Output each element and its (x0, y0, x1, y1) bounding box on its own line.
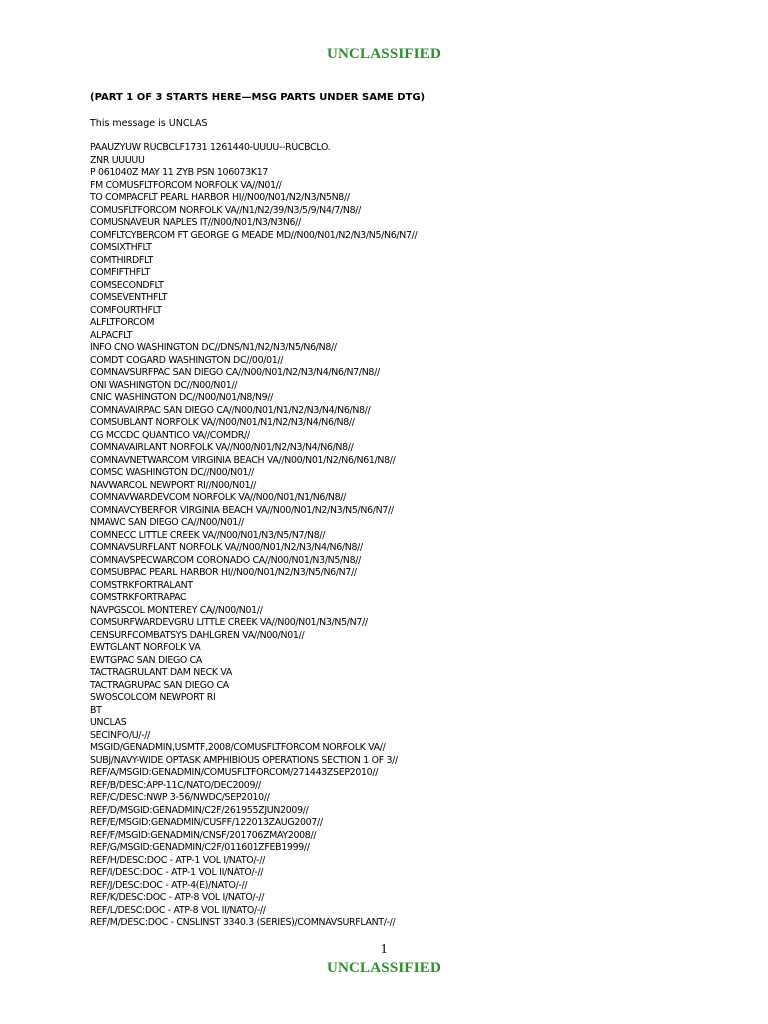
message-line: REF/L/DESC:DOC - ATP-8 VOL II/NATO/-// (90, 904, 266, 916)
message-line: COMNAVSURFLANT NORFOLK VA//N00/N01/N2/N3/N4/N6/N8// (90, 542, 363, 553)
message-line: MSGID/GENADMIN,USMTF,2008/COMUSFLTFORCOM NORFOLK VA// (90, 742, 386, 753)
message-classification-statement: This message is UNCLAS (90, 118, 208, 129)
message-line: CNIC WASHINGTON DC//N00/N01/N8/N9// (90, 392, 274, 403)
message-line: COMSURFWARDEVGRU LITTLE CREEK VA//N00/N01/N3/N5/N7// (90, 617, 368, 628)
message-line: COMSECONDFLT (90, 279, 164, 291)
message-line: NAVWARCOL NEWPORT RI//N00/N01// (90, 479, 257, 491)
message-line: COMSEVENTHFLT (90, 292, 168, 303)
message-line: COMSUBPAC PEARL HARBOR HI//N00/N01/N2/N3/N5/N6/N7// (90, 567, 357, 578)
part-heading: (PART 1 OF 3 STARTS HERE—MSG PARTS UNDER SAME DTG) (90, 92, 426, 103)
message-line: SWOSCOLCOM NEWPORT RI (90, 692, 216, 703)
message-line: COMUSFLTFORCOM NORFOLK VA//N1/N2/39/N3/5/9/N4/7/N8// (90, 204, 361, 216)
message-line: REF/B/DESC:APP-11C/NATO/DEC2009// (90, 779, 261, 791)
message-line: CENSURFCOMBATSYS DAHLGREN VA//N00/N01// (90, 629, 305, 641)
message-line: COMNAVCYBERFOR VIRGINIA BEACH VA//N00/N01/N2/N3/N5/N6/N7// (90, 504, 394, 516)
message-line: COMFLTCYBERCOM FT GEORGE G MEADE MD//N00/N01/N2/N3/N5/N6/N7// (90, 229, 418, 241)
message-line: SECINFO/U/-// (90, 729, 150, 741)
message-line: ONI WASHINGTON DC//N00/N01// (90, 379, 238, 391)
message-line: COMNAVNETWARCOM VIRGINIA BEACH VA//N00/N01/N2/N6/N61/N8// (90, 454, 396, 466)
message-line: REF/F/MSGID:GENADMIN/CNSF/201706ZMAY2008// (90, 829, 317, 841)
message-line: SUBJ/NAVY-WIDE OPTASK AMPHIBIOUS OPERATIONS SECTION 1 OF 3// (90, 754, 398, 766)
message-line: COMUSNAVEUR NAPLES IT//N00/N01/N3/N3N6// (90, 217, 301, 228)
message-line: COMNAVAIRLANT NORFOLK VA//N00/N01/N2/N3/N4/N6/N8// (90, 442, 354, 453)
message-line: REF/H/DESC:DOC - ATP-1 VOL I/NATO/-// (90, 854, 265, 866)
message-line: ZNR UUUUU (90, 154, 145, 166)
message-line: TACTRAGRUPAC SAN DIEGO CA (90, 679, 229, 691)
message-line: ALPACFLT (90, 329, 133, 341)
message-line: COMSTRKFORTRAPAC (90, 592, 187, 603)
message-line: REF/M/DESC:DOC - CNSLINST 3340.3 (SERIES)/COMNAVSURFLANT/-// (90, 917, 396, 928)
message-line: PAAUZYUW RUCBCLF1731 1261440-UUUU--RUCBCLO. (90, 142, 331, 153)
message-line: REF/E/MSGID:GENADMIN/CUSFF/122013ZAUG2007// (90, 817, 323, 828)
message-line: REF/G/MSGID:GENADMIN/C2F/011601ZFEB1999// (90, 842, 310, 853)
message-line: ALFLTFORCOM (90, 317, 155, 328)
message-body (90, 142, 417, 930)
message-line: EWTGPAC SAN DIEGO CA (90, 654, 203, 666)
message-line: COMDT COGARD WASHINGTON DC//00/01// (90, 354, 284, 366)
message-line: NMAWC SAN DIEGO CA//N00/N01// (90, 517, 244, 528)
message-line: COMTHIRDFLT (90, 254, 154, 266)
message-line: REF/D/MSGID:GENADMIN/C2F/261955ZJUN2009// (90, 804, 309, 816)
message-line: COMSIXTHFLT (90, 242, 152, 253)
classification-marking-bottom: UNCLASSIFIED (326, 960, 442, 976)
message-line: REF/I/DESC:DOC - ATP-1 VOL II/NATO/-// (90, 867, 264, 878)
message-line: FM COMUSFLTFORCOM NORFOLK VA//N01// (90, 179, 282, 191)
message-line: REF/K/DESC:DOC - ATP-8 VOL I/NATO/-// (90, 892, 265, 903)
message-line: UNCLAS (90, 717, 127, 728)
message-line: COMFOURTHFLT (90, 304, 162, 316)
message-line: COMFIFTHFLT (90, 267, 150, 278)
message-line: INFO CNO WASHINGTON DC//DNS/N1/N2/N3/N5/N6/N8// (90, 342, 337, 353)
message-line: EWTGLANT NORFOLK VA (90, 642, 201, 653)
message-line: COMNAVSURFPAC SAN DIEGO CA//N00/N01/N2/N3/N4/N6/N7/N8// (90, 367, 380, 378)
message-line: COMSTRKFORTRALANT (90, 579, 193, 591)
message-line: REF/A/MSGID:GENADMIN/COMUSFLTFORCOM/271443ZSEP2010// (90, 767, 379, 778)
message-line: TACTRAGRULANT DAM NECK VA (90, 667, 232, 678)
message-line: COMSUBLANT NORFOLK VA//N00/N01/N1/N2/N3/N4/N6/N8// (90, 417, 355, 428)
message-line: CG MCCDC QUANTICO VA//COMDR// (90, 429, 250, 441)
message-line: BT (90, 704, 102, 716)
message-line: NAVPGSCOL MONTEREY CA//N00/N01// (90, 604, 263, 616)
message-line: REF/C/DESC:NWP 3-56/NWDC/SEP2010// (90, 792, 270, 803)
message-line: COMNAVAIRPAC SAN DIEGO CA//N00/N01/N1/N2/N3/N4/N6/N8// (90, 404, 371, 416)
message-line: P 061040Z MAY 11 ZYB PSN 106073K17 (90, 167, 269, 178)
message-line: COMNAVWARDEVCOM NORFOLK VA//N00/N01/N1/N6/N8// (90, 492, 347, 503)
message-line: REF/J/DESC:DOC - ATP-4(E)/NATO/-// (90, 879, 248, 891)
message-line: COMNAVSPECWARCOM CORONADO CA//N00/N01/N3/N5/N8// (90, 554, 362, 566)
page-number: 1 (380, 942, 388, 957)
message-line: COMNECC LITTLE CREEK VA//N00/N01/N3/N5/N7/N8// (90, 529, 326, 541)
message-line: TO COMPACFLT PEARL HARBOR HI//N00/N01/N2/N3/N5N8// (90, 192, 350, 203)
message-line: COMSC WASHINGTON DC//N00/N01// (90, 467, 254, 478)
classification-marking-top: UNCLASSIFIED (326, 46, 442, 62)
